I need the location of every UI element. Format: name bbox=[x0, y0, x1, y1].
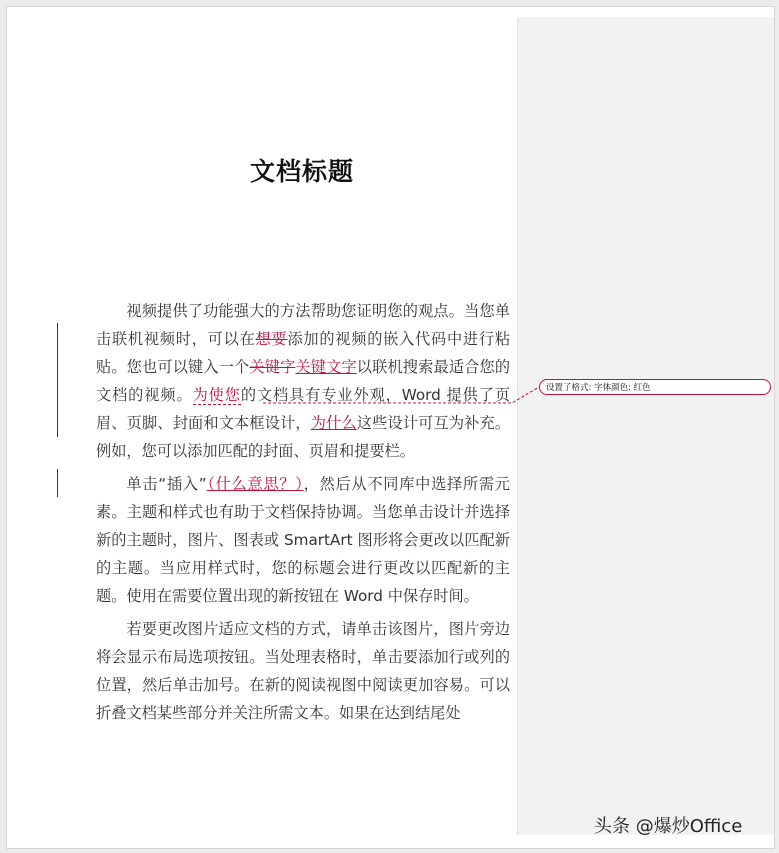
markup-pane bbox=[517, 17, 775, 835]
paragraph-text[interactable]: 若要更改图片适应文档的方式，请单击该图片，图片旁边将会显示布局选项按钮。当处理表格时，单击要添加行或列的位置，然后单击加号。在新的阅读视图中阅读更加容易。可以折叠文档某些部分并关注所需文本。如果在达到结尾处 bbox=[96, 620, 510, 722]
paragraph[interactable] bbox=[96, 615, 510, 727]
document-body[interactable] bbox=[96, 297, 510, 732]
paragraph-text[interactable]: 的文档具有专业外观，Word 提供了页眉、页脚、封面和文本框设计， bbox=[96, 386, 511, 432]
inserted-text[interactable]: （什么意思？） bbox=[206, 475, 304, 493]
change-bar bbox=[57, 323, 58, 437]
document-title[interactable]: 文档标题 bbox=[249, 157, 354, 186]
paragraph-text[interactable]: 单击“插入” bbox=[126, 475, 207, 493]
paragraph-text[interactable]: 添加的视频的嵌入代码中进行粘贴。您也可以键入一个 bbox=[96, 330, 511, 376]
paragraph[interactable] bbox=[96, 297, 510, 465]
paragraph-text[interactable]: ，然后从不同库中选择所需元素。主题和样式也有助于文档保持协调。当您单击设计并选择新的主题时，图片、图表或 SmartArt 图形将会更改以匹配新的主题。当应用样式时，您的标题会进行更改以匹配新的主题。使用在需要位置出现的新按钮在 Word 中保存时间。 bbox=[96, 475, 510, 605]
paragraph-text[interactable]: 以联机搜索最适合您的文档的视频。 bbox=[96, 358, 511, 404]
paragraph-text[interactable]: 视频提供了功能强大的方法帮助您证明您的观点。当您单击联机视频时，可以在 bbox=[96, 302, 510, 348]
paragraph-text[interactable]: 这些设计可互为补充。例如，您可以添加匹配的封面、页眉和提要栏。 bbox=[96, 414, 511, 460]
deleted-text[interactable]: 关键字 bbox=[249, 358, 296, 376]
document-page bbox=[6, 6, 775, 849]
inserted-text[interactable]: 为什么 bbox=[310, 414, 357, 432]
watermark: 头条 @爆炒Office bbox=[594, 816, 743, 837]
formatting-comment-balloon[interactable]: 设置了格式: 字体颜色: 红色 bbox=[539, 379, 771, 395]
inserted-text[interactable]: 关键文字 bbox=[295, 358, 357, 376]
formatted-text[interactable]: 为使您 bbox=[192, 386, 241, 404]
change-bar bbox=[57, 469, 58, 497]
deleted-text[interactable]: 想要 bbox=[255, 330, 288, 348]
paragraph[interactable] bbox=[96, 470, 510, 610]
